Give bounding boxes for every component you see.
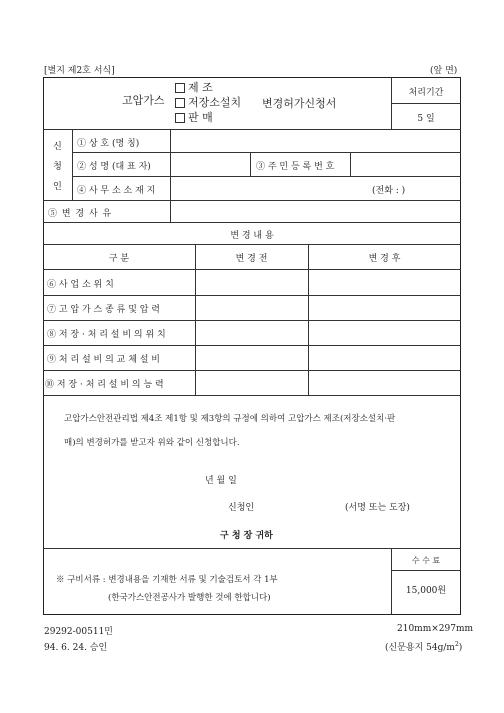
changes-section-title: 변 경 내 용 (230, 231, 274, 241)
row-label-facility-replacement: ⑨ 처 리 설 비 의 교 체 설 비 (47, 355, 160, 365)
fee-amount: 15,000원 (405, 586, 447, 596)
row-label-site-location: ⑥ 사 업 소 위 치 (47, 280, 114, 290)
phone-field[interactable]: (전화 : ) (372, 186, 406, 196)
field-facility-capacity-after[interactable] (313, 377, 457, 391)
checkbox-icon (175, 113, 185, 123)
field-facility-replacement-before[interactable] (200, 352, 304, 366)
label-resident-number: ③ 주 민 등 록 번 호 (256, 162, 335, 172)
field-change-reason[interactable] (175, 206, 455, 220)
field-gas-type-before[interactable] (200, 302, 304, 316)
row-label-gas-type-pressure: ⑦ 고 압 가 스 종 류 및 압 력 (47, 305, 160, 315)
paper-size: 210mm×297mm (397, 624, 474, 634)
field-facility-location-before[interactable] (200, 327, 304, 341)
field-company-name[interactable] (175, 136, 455, 150)
page-side-label: (앞 면) (430, 66, 458, 76)
option-storage-install[interactable]: 저장소설치 (175, 95, 241, 110)
required-documents: ※ 구비서류 : 변경내용을 기재한 서류 및 기술검토서 각 1부 (56, 575, 278, 585)
title-options (175, 80, 241, 125)
application-date[interactable]: 년 월 일 (205, 476, 237, 486)
form-code: 29292-00511민 (44, 627, 113, 637)
option-sales[interactable]: 판 매 (175, 110, 241, 125)
field-facility-capacity-before[interactable] (200, 377, 304, 391)
fee-label: 수 수 료 (411, 556, 441, 565)
approval-date: 94. 6. 24. 승인 (44, 643, 108, 653)
signature-or-seal[interactable]: (서명 또는 도장) (345, 503, 410, 513)
label-change-reason: ⑤ 변 경 사 유 (48, 209, 113, 219)
field-resident-number[interactable] (355, 159, 455, 173)
option-manufacture[interactable]: 제 조 (175, 80, 241, 95)
row-label-facility-capacity: ⑩ 저 장 · 처 리 설 비 의 능 력 (45, 380, 164, 390)
form-title-prefix: 고압가스 (122, 94, 165, 107)
form-number: [별지 제2호 서식] (44, 66, 115, 76)
col-header-before: 변 경 전 (235, 254, 268, 264)
declaration-line-1: 고압가스안전관리법 제4조 제1항 및 제3항의 규정에 의하여 고압가스 제조(저장소설치·판 (64, 414, 396, 424)
label-company-name: ① 상 호 (명 칭) (77, 139, 140, 149)
required-documents-note: (한국가스안전공사가 발행한 것에 한합니다) (108, 593, 271, 603)
label-office-address: ④ 사 무 소 소 재 지 (77, 186, 156, 196)
checkbox-icon (175, 98, 185, 108)
declaration-line-2: 매)의 변경허가를 받고자 위와 같이 신청합니다. (64, 438, 240, 448)
form-title-suffix: 변경허가신청서 (262, 97, 337, 110)
col-header-after: 변 경 후 (368, 254, 401, 264)
row-label-facility-location: ⑧ 저 장 · 처 리 설 비 의 위 치 (47, 330, 166, 340)
label-representative: ② 성 명 (대 표 자) (77, 162, 151, 172)
paper-type: (신문용지 $54g/m^2$) (385, 641, 463, 653)
field-gas-type-after[interactable] (313, 302, 457, 316)
field-facility-replacement-after[interactable] (313, 352, 457, 366)
field-site-location-before[interactable] (200, 277, 304, 291)
processing-label: 처리기간 (408, 88, 444, 98)
field-office-address[interactable] (175, 183, 365, 197)
applicant-section-label: 신 청 인 (53, 142, 62, 192)
checkbox-icon (175, 83, 185, 93)
field-representative[interactable] (175, 159, 247, 173)
recipient: 구 청 장 귀하 (220, 531, 273, 541)
applicant-signature-label: 신청인 (228, 503, 255, 513)
processing-value: 5 일 (417, 114, 435, 124)
field-site-location-after[interactable] (313, 277, 457, 291)
col-header-category: 구 분 (108, 254, 130, 264)
field-facility-location-after[interactable] (313, 327, 457, 341)
